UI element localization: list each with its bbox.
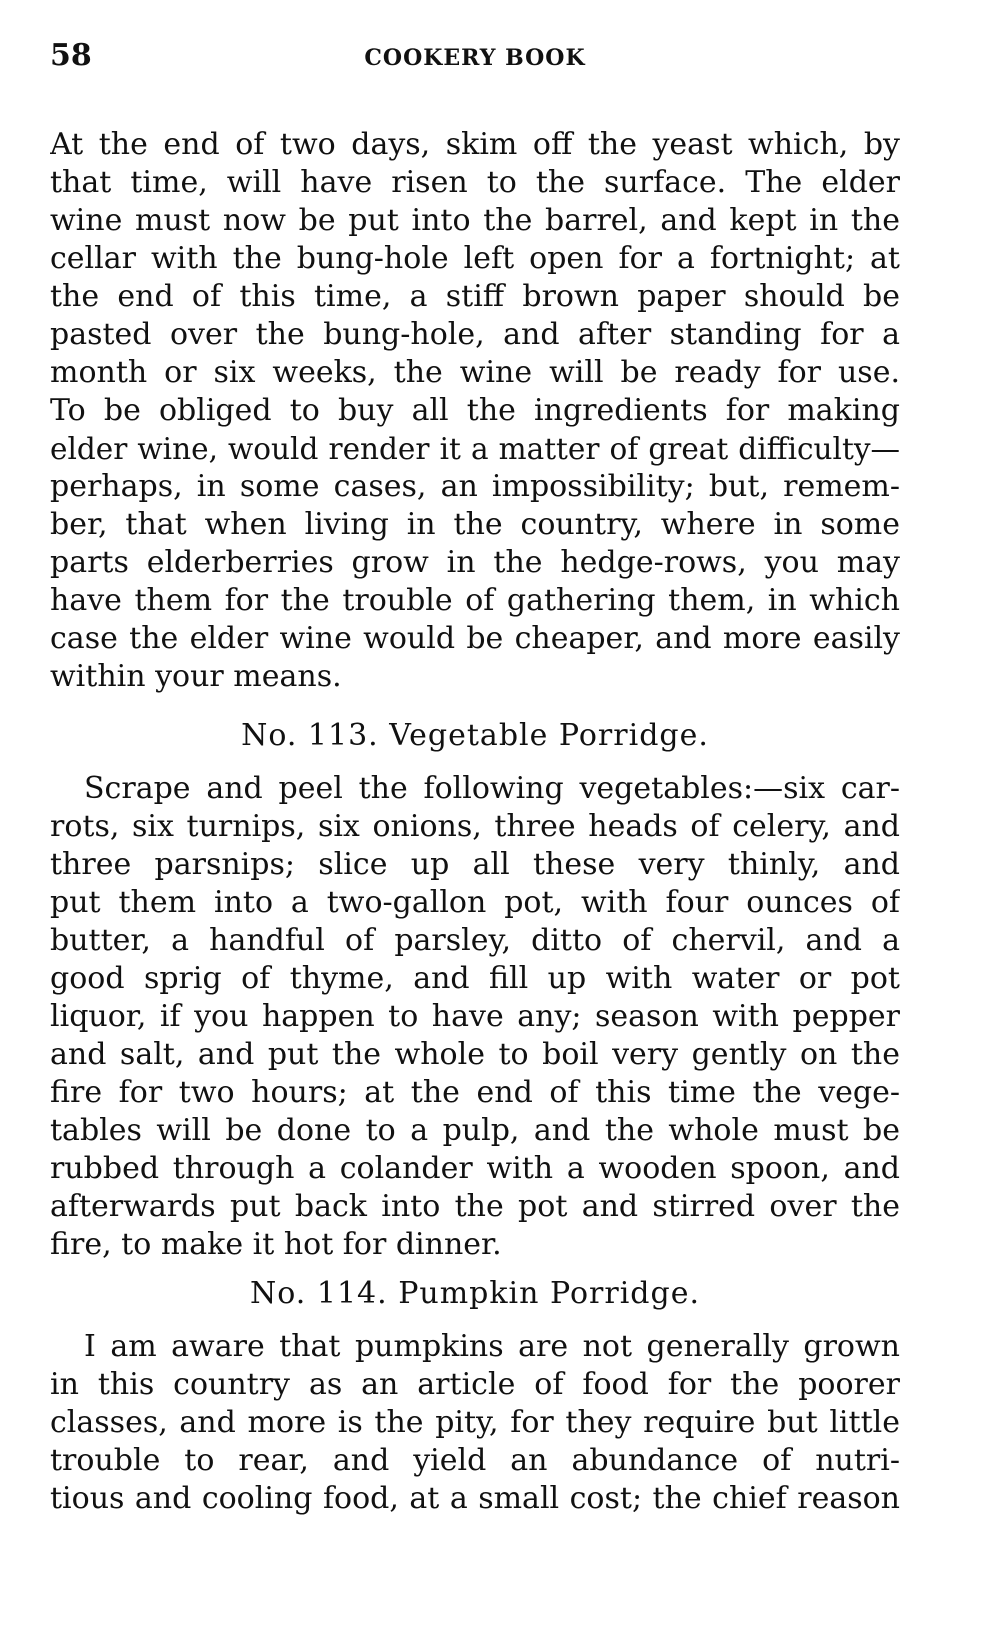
text-line: have them for the trouble of gathering them, in which <box>50 583 900 618</box>
text-line: month or six weeks, the wine will be ready for use. <box>50 355 900 390</box>
running-title: COOKERY BOOK <box>364 45 586 71</box>
text-line: Scrape and peel the following vegetables:—six car- <box>84 771 900 806</box>
text-line: cellar with the bung-hole left open for a fortnight; at <box>50 241 900 276</box>
text-line: wine must now be put into the barrel, and kept in the <box>50 203 900 238</box>
elder-wine-paragraph <box>50 126 900 696</box>
text-line: that time, will have risen to the surface. The elder <box>50 165 900 200</box>
text-line: fire, to make it hot for dinner. <box>50 1227 502 1262</box>
page-header <box>50 36 900 76</box>
text-line: perhaps, in some cases, an impossibility; but, remem- <box>50 469 900 504</box>
text-line: and salt, and put the whole to boil very gently on the <box>50 1037 900 1072</box>
text-line: in this country as an article of food for the poorer <box>50 1367 900 1402</box>
text-line: good sprig of thyme, and fill up with water or pot <box>50 961 900 996</box>
recipe-114-heading: No. 114. Pumpkin Porridge. <box>250 1276 700 1311</box>
recipe-114-body <box>50 1328 900 1518</box>
text-line: elder wine, would render it a matter of great difficulty— <box>50 432 900 466</box>
text-line: At the end of two days, skim off the yeast which, by <box>50 127 900 162</box>
text-line: tious and cooling food, at a small cost; the chief reason <box>50 1481 900 1516</box>
text-line: parts elderberries grow in the hedge-rows, you may <box>50 545 900 580</box>
text-line: three parsnips; slice up all these very thinly, and <box>50 847 900 882</box>
text-line: liquor, if you happen to have any; season with pepper <box>50 999 900 1034</box>
text-line: butter, a handful of parsley, ditto of chervil, and a <box>50 923 900 958</box>
recipe-113-body <box>50 770 900 1264</box>
text-line: the end of this time, a stiff brown paper should be <box>50 279 900 314</box>
text-line: trouble to rear, and yield an abundance of nutri- <box>50 1443 900 1478</box>
text-line: I am aware that pumpkins are not generally grown <box>84 1329 900 1364</box>
text-line: case the elder wine would be cheaper, and more easily <box>50 621 900 656</box>
text-line: pasted over the bung-hole, and after standing for a <box>50 317 900 352</box>
text-line: rubbed through a colander with a wooden spoon, and <box>50 1151 900 1186</box>
page-number: 58 <box>50 38 92 73</box>
text-line: ber, that when living in the country, where in some <box>50 507 900 542</box>
text-line: put them into a two-gallon pot, with four ounces of <box>50 885 900 920</box>
text-line: within your means. <box>50 659 342 694</box>
text-line: afterwards put back into the pot and stirred over the <box>50 1189 900 1224</box>
text-line: To be obliged to buy all the ingredients for making <box>50 393 900 428</box>
text-line: tables will be done to a pulp, and the whole must be <box>50 1113 900 1148</box>
text-line: fire for two hours; at the end of this time the vege- <box>50 1075 900 1110</box>
text-line: classes, and more is the pity, for they require but little <box>50 1405 900 1440</box>
recipe-113-heading: No. 113. Vegetable Porridge. <box>241 718 709 753</box>
text-line: rots, six turnips, six onions, three heads of celery, and <box>50 809 900 844</box>
